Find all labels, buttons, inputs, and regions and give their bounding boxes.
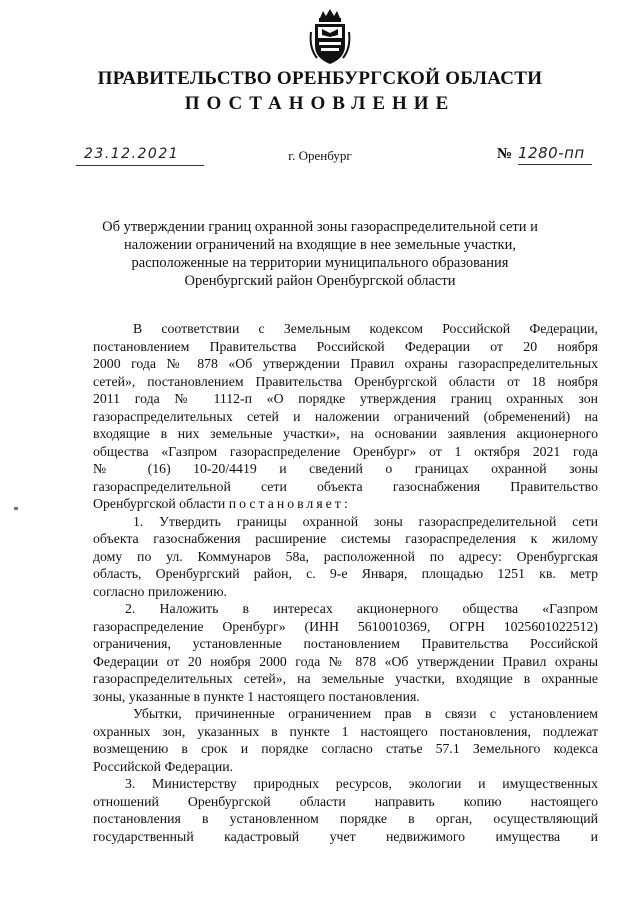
document-body (93, 320, 598, 845)
subject-line: Об утверждении границ охранной зоны газораспределительной сети и (102, 219, 538, 235)
document-city: г. Оренбург (288, 148, 352, 163)
text-line: зоны, указанные в пункте 1 настоящего постановления. (93, 688, 420, 704)
government-title: ПРАВИТЕЛЬСТВО ОРЕНБУРГСКОЙ ОБЛАСТИ (97, 68, 543, 89)
text-line: постановлением Правительства Российской Федерации от 20 ноября (93, 338, 598, 354)
tail-text: Оренбургской области (93, 496, 226, 511)
subject-line: Оренбургский район Оренбургской области (184, 273, 456, 289)
document-type: ПОСТАНОВЛЕНИЕ (184, 93, 456, 114)
document-date: 23.12.2021 (84, 146, 180, 162)
subject-line: расположенные на территории муниципального образования (131, 255, 509, 271)
text-line: Российской Федерации. (93, 758, 234, 774)
text-line: Федерации от 20 ноября 2000 года № 878 «Об утверждении Правил охраны (93, 653, 598, 669)
text-line: Убытки, причиненные ограничением прав в связи с установлением (133, 706, 598, 721)
text-line: газораспределительных сетей», на земельные участки, входящие в охранные (93, 671, 598, 686)
text-line: № (16) 10-20/4419 и сведений о границах охранной зоны (93, 461, 598, 476)
text-line: входящие в них земельные участки», на основании заявления акционерного (93, 426, 598, 441)
text-line: возмещению в срок и порядке согласно статье 57.1 Земельного кодекса (93, 741, 598, 756)
document-subject (90, 218, 550, 290)
paragraph-losses (93, 705, 598, 775)
subject-line: наложении ограничений на входящие в нее земельные участки, (124, 237, 516, 253)
text-line: согласно приложению. (93, 583, 227, 599)
date-underline (76, 165, 204, 166)
text-line: 1. Утвердить границы охранной зоны газораспределительной сети (133, 513, 598, 529)
paragraph-preamble (93, 320, 598, 513)
paragraph-item-1 (93, 513, 598, 601)
text-line: государственный кадастровый учет недвижимого имущества и (93, 828, 598, 844)
text-line: постановления в установленном порядке в орган, осуществляющий (93, 811, 598, 826)
text-line: дому по ул. Коммунаров 58а, расположенной по адресу: Оренбургская (93, 548, 598, 564)
margin-mark (14, 507, 18, 510)
document-number: 1280-пп (518, 144, 585, 162)
number-sign: № (497, 146, 513, 162)
text-line: 2. Наложить в интересах акционерного общества «Газпром (125, 601, 598, 616)
text-line: общества «Газпром газораспределение Оренбург» от 1 октября 2021 года (93, 443, 598, 459)
text-line (93, 495, 598, 513)
text-line: ограничения, установленные постановлением Правительства Российской (93, 636, 598, 651)
text-line: газораспределение Оренбург» (ИНН 5610010369, ОГРН 1025601022512) (93, 618, 598, 634)
text-line: 2000 года № 878 «Об утверждении Правил охраны газораспределительных (93, 356, 598, 371)
text-line: отношений Оренбургской области направить копию настоящего (93, 793, 598, 809)
paragraph-item-3 (93, 775, 598, 845)
text-line: 3. Министерству природных ресурсов, экологии и имущественных (125, 776, 598, 791)
text-line: 2011 года № 1112-п «О порядке утверждения границ охранных зон (93, 391, 598, 406)
text-line: В соответствии с Земельным кодексом Российской Федерации, (133, 321, 598, 336)
document-meta (0, 142, 640, 166)
text-line: область, Оренбургский район, с. 9-е Января, площадью 1251 кв. метр (93, 566, 598, 581)
number-underline (518, 164, 592, 165)
text-line: газораспределительной сети объекта газоснабжения Правительство (93, 478, 598, 494)
text-line: охранных зон, указанных в пункте 1 настоящего постановления, подлежат (93, 723, 598, 739)
text-line: объекта газоснабжения расширение системы газораспределения к жилому (93, 531, 598, 546)
decree-word: постановляет: (228, 496, 351, 511)
paragraph-item-2 (93, 600, 598, 705)
text-line: газораспределительных сетей и наложении ограничений (обременений) на (93, 408, 598, 424)
text-line: сетей», постановлением Правительства Оренбургской области от 18 ноября (93, 373, 598, 389)
orenburg-coat-of-arms-icon (307, 8, 353, 68)
